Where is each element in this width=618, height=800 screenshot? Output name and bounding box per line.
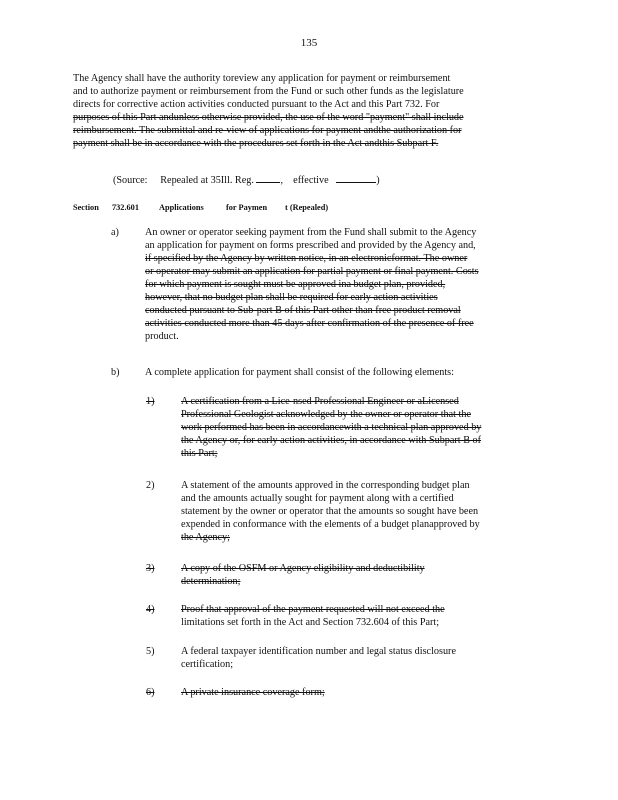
subitem-1-body	[181, 395, 537, 460]
source-note: (Source: Repealed at 35Ill. Reg. , effective )	[113, 175, 380, 186]
item-b-body	[145, 366, 535, 379]
item-a-line-struck: if specified by the Agency by written notice, in an electronicformat. The owner	[145, 253, 468, 264]
item-a-line-struck: for which payment is sought must be approved ina budget plan, provided,	[145, 279, 446, 290]
page-number: 135	[300, 37, 318, 49]
subitem-4-line-struck: Proof that approval of the payment requested will not exceed the	[181, 604, 445, 615]
subitem-5-label: 5)	[146, 646, 155, 657]
subitem-6-body	[181, 686, 537, 699]
section-number: 732.601	[112, 203, 139, 212]
subitem-1-line: Professional Geologist acknowledged by the owner or operator that the	[181, 409, 471, 420]
item-a-line: product.	[145, 331, 179, 342]
subitem-1-line: work performed has been in accordancewith a technical plan approved by	[181, 422, 482, 433]
subitem-2-line: A statement of the amounts approved in the corresponding budget plan	[181, 480, 470, 491]
intro-line: The Agency shall have the authority toreview any application for payment or reimbursement	[73, 73, 451, 84]
subitem-2-body	[181, 479, 537, 544]
section-label: Section	[73, 203, 99, 212]
subitem-2-line: and the amounts actually sought for payment along with a certified	[181, 493, 454, 504]
subitem-5-line: A federal taxpayer identification number and legal status disclosure	[181, 646, 456, 657]
item-a-line-struck: or operator may submit an application for partial payment or final payment. Costs	[145, 266, 479, 277]
subitem-3-line: determination;	[181, 576, 241, 587]
subitem-4-label: 4)	[146, 604, 155, 615]
subitem-3-body	[181, 562, 537, 588]
source-repealed: Repealed at 35Ill. Reg.	[160, 175, 254, 186]
section-title-c: t (Repealed)	[285, 203, 329, 212]
subitem-5-body	[181, 645, 537, 671]
subitem-3-label: 3)	[146, 563, 155, 574]
subitem-1-line: A certification from a Lice-nsed Professional Engineer or aLicensed	[181, 396, 459, 407]
item-a-line: an application for payment on forms prescribed and provided by the Agency and,	[145, 240, 476, 251]
subitem-1-label: 1)	[146, 396, 155, 407]
item-a-line-struck: conducted pursuant to Sub-part B of this Part other than free product removal	[145, 305, 461, 316]
subitem-1-line: this Part;	[181, 448, 218, 459]
intro-line-struck: reimbursement. The submittal and re-view of applications for payment andthe authorization for	[73, 125, 462, 136]
intro-line: and to authorize payment or reimbursement from the Fund or such other funds as the legislature	[73, 86, 464, 97]
effective-blank	[336, 173, 376, 183]
intro-paragraph	[73, 72, 538, 150]
item-a-line-struck: however, that no budget plan shall be required for early action activities	[145, 292, 438, 303]
subitem-4-line: limitations set forth in the Act and Section 732.604 of this Part;	[181, 617, 440, 628]
intro-line-struck: payment shall be in accordance with the procedures set forth in the Act andthis Subpart F.	[73, 138, 439, 149]
item-b-line: A complete application for payment shall consist of the following elements:	[145, 367, 454, 378]
source-effective: effective	[293, 175, 329, 186]
subitem-4-body	[181, 603, 537, 629]
intro-line-struck: purposes of this Part andunless otherwise provided, the use of the word "payment" shall include	[73, 112, 464, 123]
section-title-a: Applications	[159, 203, 204, 212]
reg-blank	[256, 173, 280, 183]
item-a-line: An owner or operator seeking payment from the Fund shall submit to the Agency	[145, 227, 477, 238]
subitem-6-line: A private insurance coverage form;	[181, 687, 325, 698]
subitem-2-line: expended in conformance with the elements of a budget planapproved by	[181, 519, 480, 530]
item-a-line-struck: activities conducted more than 45 days after confirmation of the presence of free	[145, 318, 474, 329]
subitem-5-line: certification;	[181, 659, 234, 670]
subitem-1-line: the Agency or, for early action activities, in accordance with Subpart B of	[181, 435, 482, 446]
item-b-label: b)	[111, 367, 120, 378]
source-open: (Source:	[113, 175, 148, 186]
item-a-body	[145, 226, 535, 343]
subitem-2-line: statement by the owner or operator that the amounts so sought have been	[181, 506, 479, 517]
intro-line: directs for corrective action activities conducted pursuant to the Act and this Part 732. For	[73, 99, 440, 110]
source-close: )	[376, 175, 380, 186]
section-title-b: for Paymen	[226, 203, 268, 212]
subitem-2-label: 2)	[146, 480, 155, 491]
subitem-2-line-struck: the Agency;	[181, 532, 230, 543]
subitem-3-line: A copy of the OSFM or Agency eligibility and deductibility	[181, 563, 425, 574]
subitem-6-label: 6)	[146, 687, 155, 698]
item-a-label: a)	[111, 227, 119, 238]
